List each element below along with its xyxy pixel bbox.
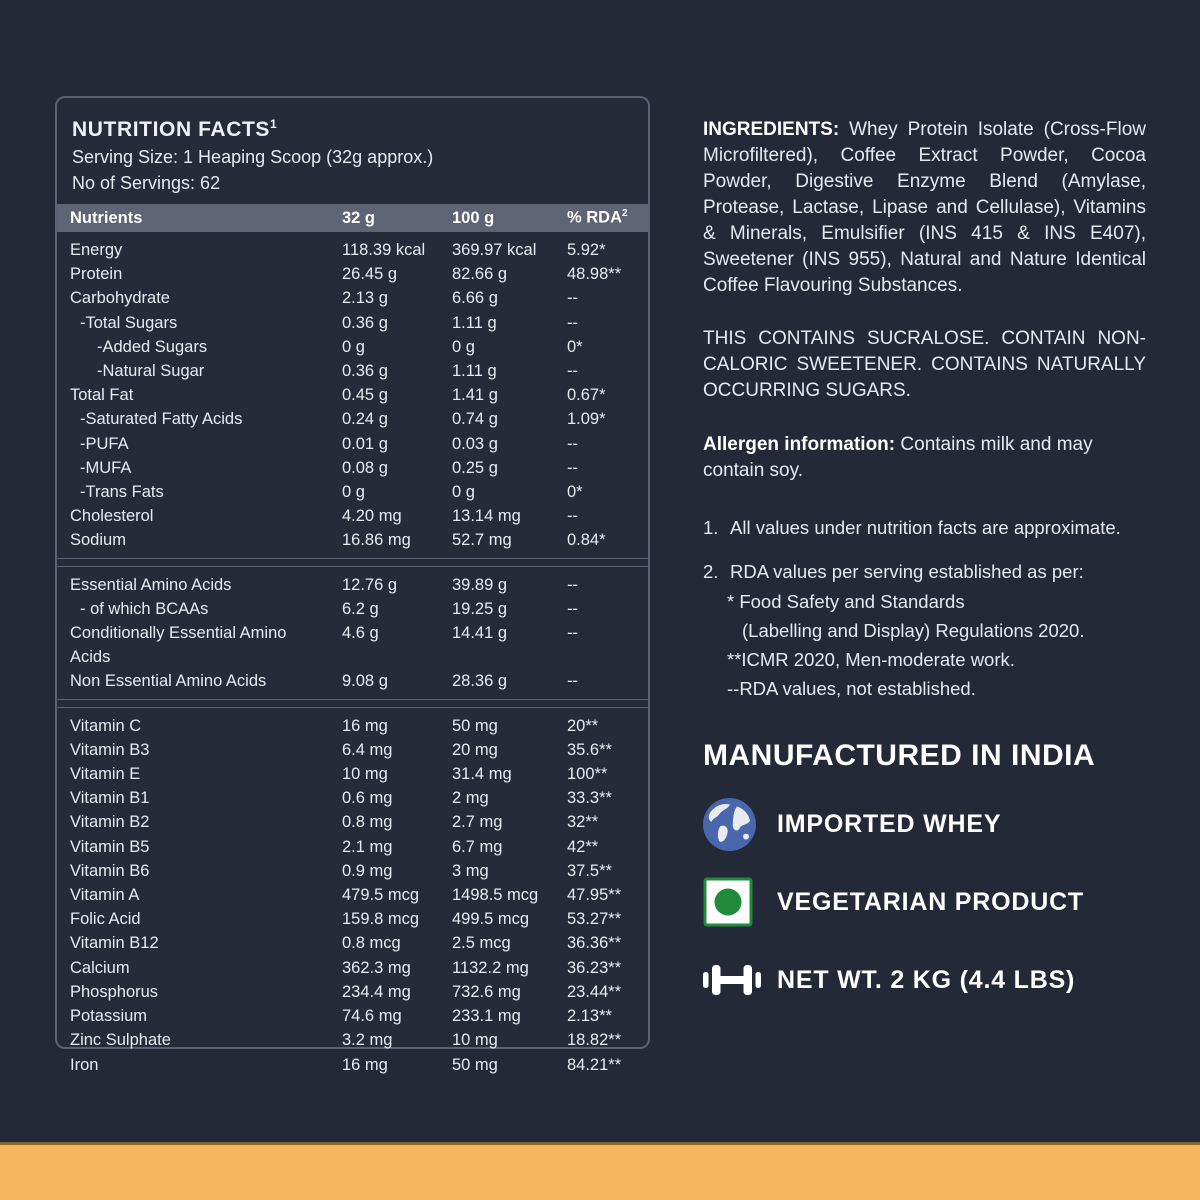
value-32g: 0 g xyxy=(342,483,365,502)
table-section xyxy=(57,232,648,558)
nutrition-facts-title xyxy=(72,110,634,144)
badge-label-imported-whey: IMPORTED WHEY xyxy=(777,809,1002,838)
nutrient-row xyxy=(57,956,648,980)
value-32g: 6.4 mg xyxy=(342,740,393,759)
value-rda: 23.44** xyxy=(567,982,622,1001)
value-32g: 118.39 kcal xyxy=(342,241,426,259)
value-100g: 6.66 g xyxy=(452,289,498,308)
nutrient-name: Essential Amino Acids xyxy=(70,575,232,594)
value-32g: 16 mg xyxy=(342,1055,388,1074)
value-rda: 0* xyxy=(567,337,583,356)
nutrient-name: Carbohydrate xyxy=(70,289,170,308)
value-rda: 100** xyxy=(567,765,608,784)
nutrient-row xyxy=(57,1028,648,1052)
ingredients-paragraph xyxy=(703,117,1146,299)
value-100g: 52.7 mg xyxy=(452,531,512,550)
table-header-row xyxy=(57,204,648,232)
footnotes-list xyxy=(703,515,1146,703)
value-100g: 0.03 g xyxy=(452,434,498,453)
nutrient-row xyxy=(57,407,648,431)
nutrient-row xyxy=(57,597,648,621)
nutrient-name: Vitamin A xyxy=(70,886,140,905)
value-100g: 6.7 mg xyxy=(452,837,503,856)
nutrient-name: Vitamin B6 xyxy=(70,861,150,880)
nutrient-name: Vitamin B3 xyxy=(70,740,150,759)
nutrient-row xyxy=(57,1004,648,1028)
value-100g: 0.74 g xyxy=(452,410,498,429)
value-100g: 1.11 g xyxy=(452,313,497,332)
nutrient-name: Conditionally Essential Amino Acids xyxy=(70,624,287,667)
value-100g: 1498.5 mcg xyxy=(452,886,539,905)
nutrient-row xyxy=(57,504,648,528)
value-rda: -- xyxy=(567,575,578,594)
nutrient-row xyxy=(57,907,648,931)
servings-count-line: No of Servings: 62 xyxy=(72,173,221,193)
ingredients-text: Whey Protein Isolate (Cross-Flow Microfiltered), Coffee Extract Powder, Cocoa Powder, Digestive Enzyme Blend (Amylase, Protease, Lactase, Lipase and Cellulase), Vitamins & Minerals, Emulsifier (INS 415 & INS E407), Sweetener (INS 955), Natural and Nature Identical Coffee Flavouring Substances. xyxy=(703,119,1146,296)
allergen-label: Allergen information: xyxy=(703,434,896,455)
rda-footnote-marker: 2 xyxy=(622,208,628,220)
badge-imported-whey xyxy=(703,797,1146,851)
value-32g: 3.2 mg xyxy=(342,1031,393,1050)
nutrient-row xyxy=(57,810,648,834)
nutrient-name: Vitamin B1 xyxy=(70,789,150,808)
value-32g: 0.6 mg xyxy=(342,789,393,808)
nutrient-row xyxy=(57,883,648,907)
value-rda: -- xyxy=(567,313,578,332)
value-rda: -- xyxy=(567,289,578,308)
value-32g: 0.9 mg xyxy=(342,861,393,880)
section-divider xyxy=(57,699,648,708)
nutrient-row xyxy=(57,762,648,786)
nutrient-name: -Total Sugars xyxy=(80,313,178,332)
value-100g: 2.5 mcg xyxy=(452,934,511,953)
note2-sublist xyxy=(703,587,1146,703)
value-32g: 0.36 g xyxy=(342,313,388,332)
note2-subline: * Food Safety and Standards xyxy=(727,591,965,612)
value-32g: 16 mg xyxy=(342,716,388,735)
nutrient-name: -Natural Sugar xyxy=(97,362,205,381)
value-rda: 33.3** xyxy=(567,789,612,808)
badge-net-weight xyxy=(703,953,1146,1007)
nutrient-name: Cholesterol xyxy=(70,507,154,526)
value-rda: -- xyxy=(567,362,578,381)
footer-accent-bar xyxy=(0,1142,1200,1200)
value-32g: 0 g xyxy=(342,337,365,356)
nutrient-name: -Added Sugars xyxy=(97,337,208,356)
nutrient-row xyxy=(57,311,648,335)
value-32g: 0.45 g xyxy=(342,386,388,405)
nutrient-row xyxy=(57,714,648,738)
footnote-1-number: 1. xyxy=(703,517,719,538)
value-100g: 0 g xyxy=(452,483,475,502)
note2-subline: (Labelling and Display) Regulations 2020. xyxy=(742,620,1085,641)
nutrient-row xyxy=(57,835,648,859)
footnote-2-number: 2. xyxy=(703,561,719,582)
value-100g: 1.41 g xyxy=(452,386,498,405)
column-header-nutrients: Nutrients xyxy=(70,208,143,227)
value-100g: 2 mg xyxy=(452,789,489,808)
value-32g: 9.08 g xyxy=(342,672,388,691)
column-header-rda xyxy=(567,208,648,228)
nutrient-row xyxy=(57,286,648,310)
value-32g: 159.8 mcg xyxy=(342,910,420,929)
value-100g: 50 mg xyxy=(452,1055,498,1074)
value-100g: 14.41 g xyxy=(452,624,508,643)
serving-size-line: Serving Size: 1 Heaping Scoop (32g approx.) xyxy=(72,147,434,167)
nutrient-name: - of which BCAAs xyxy=(80,599,209,618)
badge-vegetarian xyxy=(703,875,1146,929)
nutrient-name: Vitamin B2 xyxy=(70,813,150,832)
value-100g: 732.6 mg xyxy=(452,982,521,1001)
badge-list xyxy=(703,797,1146,1007)
value-rda: -- xyxy=(567,672,578,691)
nutrient-name: Energy xyxy=(70,241,123,259)
nutrient-name: Iron xyxy=(70,1055,99,1074)
value-100g: 50 mg xyxy=(452,716,498,735)
nutrient-row xyxy=(57,238,648,262)
value-rda: 2.13** xyxy=(567,1007,612,1026)
value-32g: 6.2 g xyxy=(342,599,379,618)
value-rda: -- xyxy=(567,434,578,453)
table-section xyxy=(57,567,648,699)
nutrient-name: Phosphorus xyxy=(70,982,159,1001)
value-rda: 48.98** xyxy=(567,265,622,284)
nutrient-row xyxy=(57,480,648,504)
sweetener-warning-paragraph: THIS CONTAINS SUCRALOSE. CONTAIN NON-CALORIC SWEETENER. CONTAINS NATURALLY OCCURRING SUGARS. xyxy=(703,328,1146,401)
value-rda: 0* xyxy=(567,483,583,502)
value-100g: 31.4 mg xyxy=(452,765,512,784)
nutrient-name: Non Essential Amino Acids xyxy=(70,672,267,691)
value-rda: 35.6** xyxy=(567,740,612,759)
nutrition-facts-title-text: NUTRITION FACTS xyxy=(72,118,270,141)
nutrient-row xyxy=(57,669,648,693)
nutrient-name: Vitamin B5 xyxy=(70,837,150,856)
value-rda: 36.36** xyxy=(567,934,622,953)
value-32g: 10 mg xyxy=(342,765,388,784)
note2-subline: **ICMR 2020, Men-moderate work. xyxy=(727,649,1015,670)
value-100g: 2.7 mg xyxy=(452,813,503,832)
allergen-paragraph xyxy=(703,432,1146,484)
nutrition-facts-header xyxy=(57,98,648,204)
title-footnote-marker: 1 xyxy=(270,117,278,131)
value-100g: 3 mg xyxy=(452,861,489,880)
nutrient-name: Zinc Sulphate xyxy=(70,1031,171,1050)
nutrient-name: -MUFA xyxy=(80,458,132,477)
allergen-text: Contains milk and may contain soy. xyxy=(703,434,1093,481)
value-100g: 13.14 mg xyxy=(452,507,521,526)
footnote-2-text: RDA values per serving established as per: xyxy=(730,561,1084,582)
value-100g: 233.1 mg xyxy=(452,1007,521,1026)
value-32g: 479.5 mcg xyxy=(342,886,420,905)
footnote-1 xyxy=(703,515,1146,541)
value-rda: 0.67* xyxy=(567,386,606,405)
badge-label-vegetarian: VEGETARIAN PRODUCT xyxy=(777,887,1085,916)
column-header-32g: 32 g xyxy=(342,208,376,227)
nutrition-facts-panel xyxy=(55,96,650,1074)
value-100g: 28.36 g xyxy=(452,672,508,691)
value-rda: -- xyxy=(567,624,578,643)
nutrient-name: Vitamin C xyxy=(70,716,142,735)
value-32g: 74.6 mg xyxy=(342,1007,402,1026)
value-32g: 2.13 g xyxy=(342,289,388,308)
nutrient-name: Folic Acid xyxy=(70,910,141,929)
value-100g: 20 mg xyxy=(452,740,498,759)
nutrient-row xyxy=(57,738,648,762)
value-32g: 26.45 g xyxy=(342,265,398,284)
nutrient-row xyxy=(57,335,648,359)
note2-subline: --RDA values, not established. xyxy=(727,678,976,699)
value-rda: -- xyxy=(567,507,578,526)
nutrient-row xyxy=(57,456,648,480)
nutrient-row xyxy=(57,573,648,597)
nutrient-row xyxy=(57,262,648,286)
value-32g: 362.3 mg xyxy=(342,958,411,977)
value-100g: 1.11 g xyxy=(452,362,497,381)
value-100g: 1132.2 mg xyxy=(452,958,529,977)
manufactured-in-india-heading: MANUFACTURED IN INDIA xyxy=(703,739,1096,772)
nutrient-name: Sodium xyxy=(70,531,126,550)
nutrient-row xyxy=(57,786,648,810)
nutrient-row xyxy=(57,528,648,552)
value-rda: 53.27** xyxy=(567,910,622,929)
value-rda: 36.23** xyxy=(567,958,622,977)
value-32g: 0.8 mcg xyxy=(342,934,401,953)
value-rda: 20** xyxy=(567,716,599,735)
value-rda: 42** xyxy=(567,837,599,856)
value-100g: 19.25 g xyxy=(452,599,508,618)
value-100g: 39.89 g xyxy=(452,575,508,594)
nutrient-row xyxy=(57,359,648,383)
value-rda: -- xyxy=(567,599,578,618)
value-32g: 0.01 g xyxy=(342,434,388,453)
value-32g: 4.6 g xyxy=(342,624,379,643)
value-rda: 5.92* xyxy=(567,241,606,259)
nutrient-name: Protein xyxy=(70,265,123,284)
value-rda: 47.95** xyxy=(567,886,622,905)
value-rda: 37.5** xyxy=(567,861,612,880)
nutrient-row xyxy=(57,621,648,669)
value-100g: 82.66 g xyxy=(452,265,508,284)
veg-mark-icon xyxy=(703,877,759,927)
value-100g: 369.97 kcal xyxy=(452,241,537,259)
value-32g: 234.4 mg xyxy=(342,982,411,1001)
nutrient-row xyxy=(57,980,648,1004)
value-32g: 12.76 g xyxy=(342,575,398,594)
nutrient-name: Vitamin B12 xyxy=(70,934,159,953)
nutrient-name: Total Fat xyxy=(70,386,134,405)
table-section xyxy=(57,708,648,1082)
dumbbell-icon xyxy=(703,962,759,998)
value-32g: 0.08 g xyxy=(342,458,388,477)
nutrient-row xyxy=(57,432,648,456)
right-info-column xyxy=(703,117,1146,1007)
footnote-1-text: All values under nutrition facts are approximate. xyxy=(730,517,1121,538)
value-rda: 1.09* xyxy=(567,410,606,429)
nutrient-row xyxy=(57,1053,648,1077)
nutrient-name: -Trans Fats xyxy=(80,483,164,502)
value-rda: 18.82** xyxy=(567,1031,622,1050)
footnote-2 xyxy=(703,559,1146,585)
rda-header-text: % RDA xyxy=(567,208,623,227)
badge-label-net-weight: NET WT. 2 KG (4.4 LBS) xyxy=(777,965,1076,994)
value-100g: 499.5 mcg xyxy=(452,910,530,929)
value-32g: 0.8 mg xyxy=(342,813,393,832)
nutrient-row xyxy=(57,931,648,955)
value-100g: 10 mg xyxy=(452,1031,498,1050)
ingredients-label: INGREDIENTS: xyxy=(703,119,840,140)
value-rda: 84.21** xyxy=(567,1055,622,1074)
nutrient-name: -Saturated Fatty Acids xyxy=(80,410,243,429)
nutrient-row xyxy=(57,859,648,883)
value-100g: 0.25 g xyxy=(452,458,498,477)
value-32g: 2.1 mg xyxy=(342,837,393,856)
nutrient-name: Vitamin E xyxy=(70,765,141,784)
nutrition-table-body xyxy=(57,232,648,1082)
value-rda: 0.84* xyxy=(567,531,606,550)
nutrient-name: Calcium xyxy=(70,958,130,977)
nutrient-name: -PUFA xyxy=(80,434,129,453)
value-32g: 0.36 g xyxy=(342,362,388,381)
section-divider xyxy=(57,558,648,567)
value-32g: 16.86 mg xyxy=(342,531,411,550)
column-header-100g: 100 g xyxy=(452,208,495,227)
globe-icon xyxy=(703,798,759,851)
value-100g: 0 g xyxy=(452,337,475,356)
value-rda: -- xyxy=(567,458,578,477)
nutrient-row xyxy=(57,383,648,407)
value-rda: 32** xyxy=(567,813,599,832)
value-32g: 4.20 mg xyxy=(342,507,402,526)
nutrient-name: Potassium xyxy=(70,1007,148,1026)
value-32g: 0.24 g xyxy=(342,410,388,429)
